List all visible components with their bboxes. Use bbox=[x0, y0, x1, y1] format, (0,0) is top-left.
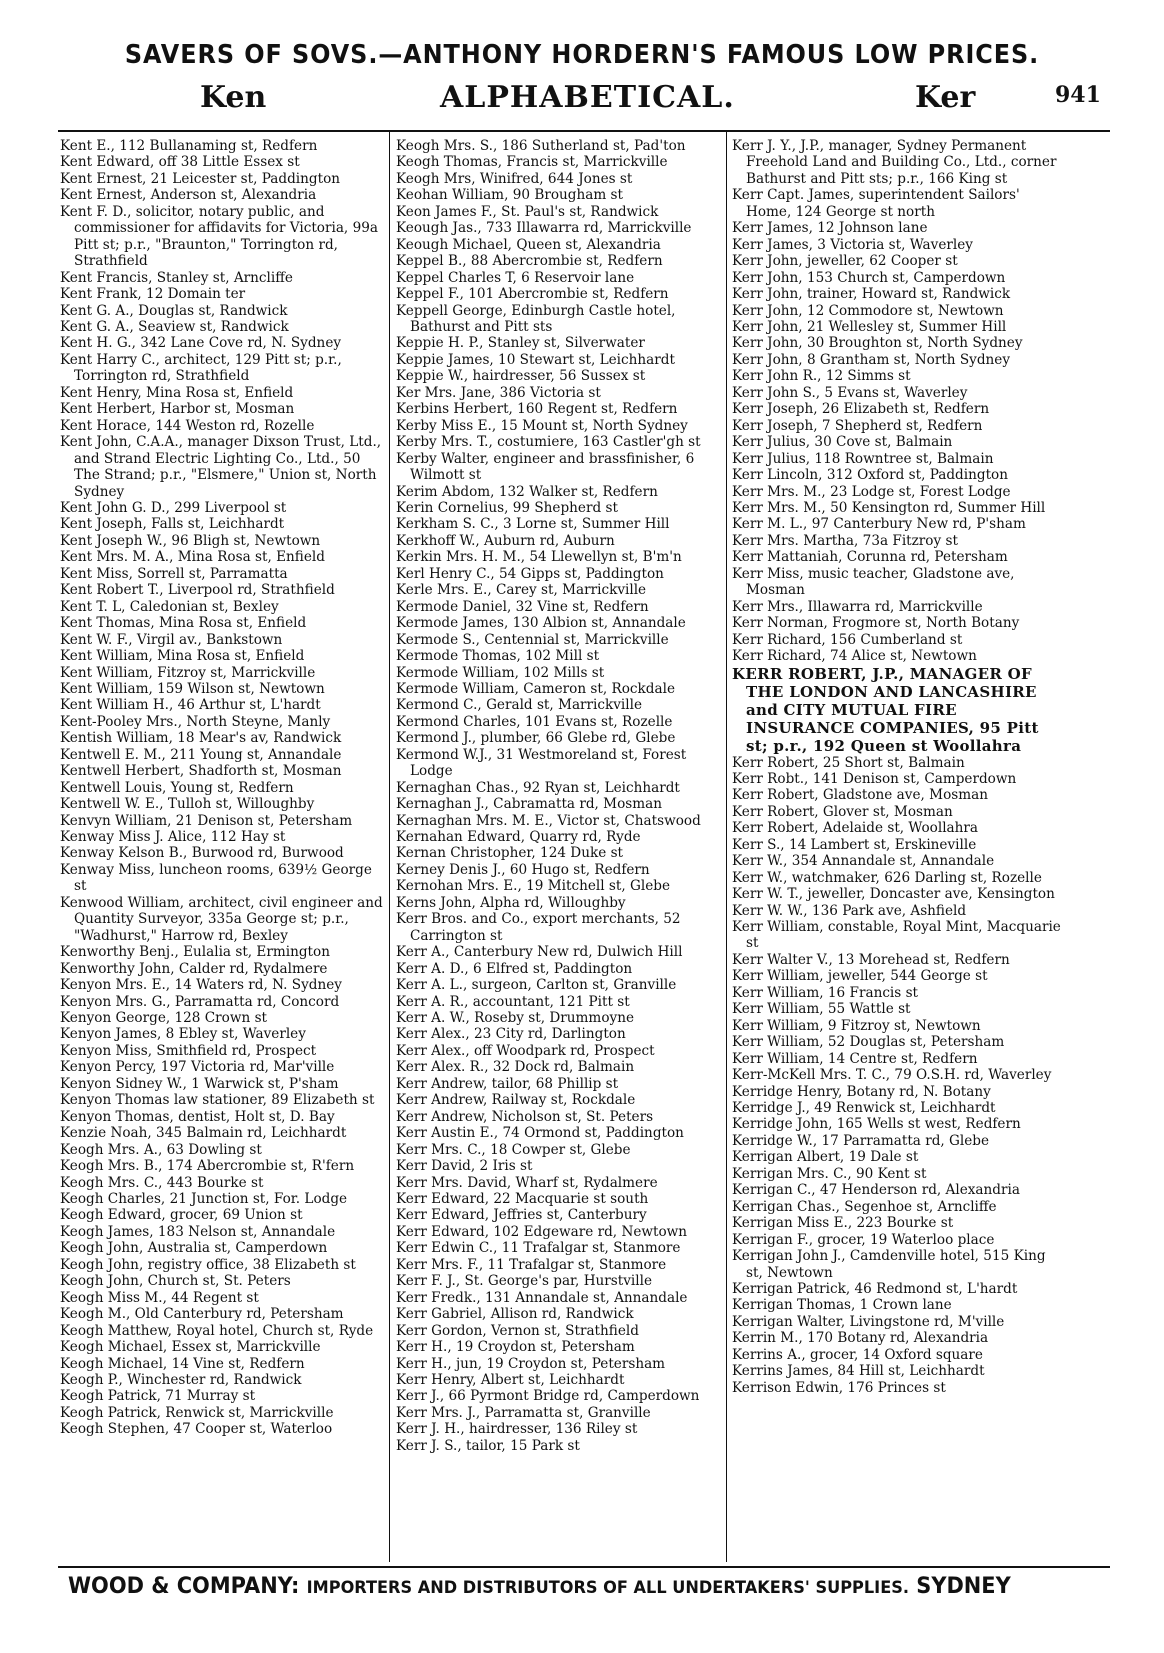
directory-entry: Kerby Mrs. T., costumiere, 163 Castler'gh st bbox=[396, 434, 701, 451]
directory-entry: Kermond C., Gerald st, Marrickville bbox=[396, 697, 643, 714]
directory-entry: Kerr A. L., surgeon, Carlton st, Granville bbox=[396, 977, 677, 994]
directory-entry: Kernaghan J., Cabramatta rd, Mosman bbox=[396, 796, 663, 813]
directory-entry: Kerrigan Miss E., 223 Bourke st bbox=[732, 1215, 954, 1232]
directory-entry: Keogh Stephen, 47 Cooper st, Waterloo bbox=[60, 1421, 333, 1438]
directory-entry: Kent Henry, Mina Rosa st, Enfield bbox=[60, 384, 294, 401]
directory-entry: Keough Michael, Queen st, Alexandria bbox=[396, 236, 661, 253]
directory-entry: Kerr W., watchmaker, 626 Darling st, Rozelle bbox=[732, 869, 1042, 886]
directory-entry: Kent Mrs. M. A., Mina Rosa st, Enfield bbox=[60, 549, 325, 566]
directory-entry: Kernaghan Mrs. M. E., Victor st, Chatswood bbox=[396, 812, 701, 829]
directory-entry: Kerrigan Thomas, 1 Crown lane bbox=[732, 1297, 952, 1314]
directory-entry: Kerr M. L., 97 Canterbury New rd, P'sham bbox=[732, 516, 1026, 533]
directory-entry: Keogh John, registry office, 38 Elizabeth st bbox=[60, 1256, 356, 1273]
directory-entry: Keogh James, 183 Nelson st, Annandale bbox=[60, 1223, 336, 1240]
directory-entry: Kent Ernest, Anderson st, Alexandria bbox=[60, 187, 317, 204]
directory-entry: Kerr J., 66 Pyrmont Bridge rd, Camperdown bbox=[396, 1388, 700, 1405]
directory-entry: Kerr William, 16 Francis st bbox=[732, 984, 919, 1001]
header-rule bbox=[58, 130, 1110, 132]
directory-entry: Kermond Charles, 101 Evans st, Rozelle bbox=[396, 713, 673, 730]
directory-entry: Kerr A., Canterbury New rd, Dulwich Hill bbox=[396, 944, 683, 961]
directory-entry: Kermode Thomas, 102 Mill st bbox=[396, 648, 600, 665]
directory-entry: Keogh John, Church st, St. Peters bbox=[60, 1273, 291, 1290]
directory-entry: Kerr Andrew, Nicholson st, St. Peters bbox=[396, 1108, 654, 1125]
directory-entry: Kenzie Noah, 345 Balmain rd, Leichhardt bbox=[60, 1125, 347, 1142]
directory-entry: Kenyon Thomas law stationer, 89 Elizabeth st bbox=[60, 1092, 375, 1109]
directory-entry: Keppie H. P., Stanley st, Silverwater bbox=[396, 335, 645, 352]
advertising-banner: SAVERS OF SOVS.—ANTHONY HORDERN'S FAMOUS LOW PRICES. bbox=[124, 40, 1040, 70]
directory-entry: Kerr Edward, 22 Macquarie st south bbox=[396, 1191, 649, 1207]
directory-entry: Kerr Robt., 141 Denison st, Camperdown bbox=[732, 770, 1017, 787]
directory-entry: Kerr John, jeweller, 62 Cooper st bbox=[732, 253, 958, 270]
directory-entry: Keogh P., Winchester rd, Randwick bbox=[60, 1371, 302, 1388]
directory-entry: Kent H. G., 342 Lane Cove rd, N. Sydney bbox=[60, 335, 342, 352]
directory-entry: Kermond W.J., 31 Westmoreland st, Forest Lodge bbox=[396, 746, 687, 780]
directory-entry: Kerrigan Chas., Segenhoe st, Arncliffe bbox=[732, 1198, 997, 1215]
directory-entry: Kent John, C.A.A., manager Dixson Trust, Ltd., and Strand Electric Lighting Co., Ltd., 50 The Strand; p.r., "Elsmere," Union st, North Sydney bbox=[60, 434, 382, 500]
directory-entry: Kerr Mrs. C., 18 Cowper st, Glebe bbox=[396, 1141, 631, 1158]
directory-entry: Kernohan Mrs. E., 19 Mitchell st, Glebe bbox=[396, 878, 670, 895]
directory-entry: Kenyon Percy, 197 Victoria rd, Mar'ville bbox=[60, 1059, 335, 1076]
directory-entry: Keogh John, Australia st, Camperdown bbox=[60, 1240, 328, 1257]
directory-entry: Kerr A. W., Roseby st, Drummoyne bbox=[396, 1010, 634, 1027]
directory-entry: Kent G. A., Douglas st, Randwick bbox=[60, 302, 288, 319]
directory-entry: Kerr William, 52 Douglas st, Petersham bbox=[732, 1034, 1005, 1051]
page-number: 941 bbox=[1055, 82, 1101, 108]
section-title: ALPHABETICAL. bbox=[440, 80, 735, 115]
directory-entry: Kerr Richard, 74 Alice st, Newtown bbox=[732, 648, 977, 665]
directory-entry: Kermode S., Centennial st, Marrickville bbox=[396, 631, 669, 648]
directory-column-3 bbox=[732, 138, 1062, 1563]
directory-entry: Kermode James, 130 Albion st, Annandale bbox=[396, 615, 686, 632]
directory-entry: Kerr W. W., 136 Park ave, Ashfield bbox=[732, 902, 967, 919]
directory-entry: Keogh Michael, Essex st, Marrickville bbox=[60, 1339, 321, 1356]
directory-entry: Keppie James, 10 Stewart st, Leichhardt bbox=[396, 351, 675, 368]
directory-entry: Kenyon James, 8 Ebley st, Waverley bbox=[60, 1026, 306, 1043]
directory-entry: Kerr John R., 12 Simms st bbox=[732, 368, 911, 385]
directory-entry: Kernahan Edward, Quarry rd, Ryde bbox=[396, 829, 641, 846]
directory-entry: Kent E., 112 Bullanaming st, Redfern bbox=[60, 138, 318, 154]
directory-entry: Kernan Christopher, 124 Duke st bbox=[396, 845, 624, 862]
directory-entry: Kent Frank, 12 Domain ter bbox=[60, 286, 246, 303]
directory-entry: Kerrigan Albert, 19 Dale st bbox=[732, 1149, 919, 1166]
directory-entry: Kenvyn William, 21 Denison st, Petersham bbox=[60, 812, 353, 829]
directory-entry: Kerrigan F., grocer, 19 Waterloo place bbox=[732, 1231, 995, 1248]
directory-entry: Keogh Mrs. C., 443 Bourke st bbox=[60, 1174, 264, 1191]
directory-entry: Kerr John, 8 Grantham st, North Sydney bbox=[732, 351, 1011, 368]
directory-entry: Keppell George, Edinburgh Castle hotel, Bathurst and Pitt sts bbox=[396, 302, 676, 335]
directory-entry: Kerr J. H., hairdresser, 136 Riley st bbox=[396, 1421, 638, 1438]
directory-entry: Kent Joseph, Falls st, Leichhardt bbox=[60, 516, 285, 533]
directory-entry: Keogh Mrs. B., 174 Abercrombie st, R'fern bbox=[60, 1158, 355, 1175]
directory-entry: Kerrigan Mrs. C., 90 Kent st bbox=[732, 1165, 927, 1182]
directory-entry: Kerr Julius, 118 Rowntree st, Balmain bbox=[732, 450, 994, 467]
footer-company: WOOD & COMPANY: bbox=[68, 1574, 300, 1599]
directory-entry: Kentish William, 18 Mear's av, Randwick bbox=[60, 730, 342, 747]
directory-entry: Keohan William, 90 Brougham st bbox=[396, 187, 623, 204]
directory-entry: Kerr John S., 5 Evans st, Waverley bbox=[732, 384, 968, 401]
directory-entry: Kent G. A., Seaview st, Randwick bbox=[60, 318, 289, 335]
directory-entry: Kent William, Fitzroy st, Marrickville bbox=[60, 664, 316, 681]
directory-entry: Kerr Andrew, Railway st, Rockdale bbox=[396, 1092, 636, 1109]
footer-advertisement bbox=[68, 1574, 1018, 1599]
directory-entry: Kerrin M., 170 Botany rd, Alexandria bbox=[732, 1330, 989, 1347]
directory-entry: Kerr Mrs. F., 11 Trafalgar st, Stanmore bbox=[396, 1256, 667, 1273]
directory-entry: Kerkham S. C., 3 Lorne st, Summer Hill bbox=[396, 516, 670, 533]
directory-entry: Kerr Robert, 25 Short st, Balmain bbox=[732, 754, 965, 771]
directory-entry: Kent John G. D., 299 Liverpool st bbox=[60, 499, 287, 516]
directory-entry: Kent William, Mina Rosa st, Enfield bbox=[60, 648, 305, 665]
directory-entry: Keough Jas., 733 Illawarra rd, Marrickville bbox=[396, 220, 692, 237]
directory-entry: Kerr F. J., St. George's par, Hurstville bbox=[396, 1273, 653, 1290]
directory-entry: Keogh Edward, grocer, 69 Union st bbox=[60, 1207, 303, 1224]
directory-entry: Kenyon Mrs. G., Parramatta rd, Concord bbox=[60, 993, 340, 1010]
directory-entry: Kerr Edward, 102 Edgeware rd, Newtown bbox=[396, 1223, 688, 1240]
directory-entry: KERR ROBERT, J.P., MANAGER OF THE LONDON AND LANCASHIRE and CITY MUTUAL FIRE INSURANCE COMPANIES, 95 Pitt st; p.r., 192 Queen st Woollahra bbox=[732, 664, 1039, 755]
directory-entry: Kent William, 159 Wilson st, Newtown bbox=[60, 680, 325, 697]
directory-entry: Kerle Mrs. E., Carey st, Marrickville bbox=[396, 582, 647, 599]
directory-entry: Keon James F., St. Paul's st, Randwick bbox=[396, 203, 659, 220]
directory-entry: Kerr Joseph, 7 Shepherd st, Redfern bbox=[732, 417, 983, 434]
directory-entry: Kerrigan Walter, Livingstone rd, M'ville bbox=[732, 1313, 1005, 1330]
directory-entry: Kerr Walter V., 13 Morehead st, Redfern bbox=[732, 951, 1010, 968]
directory-entry: Kent Herbert, Harbor st, Mosman bbox=[60, 401, 295, 418]
directory-entry: Kenyon Mrs. E., 14 Waters rd, N. Sydney bbox=[60, 977, 342, 994]
directory-entry: Kerr Joseph, 26 Elizabeth st, Redfern bbox=[732, 401, 990, 418]
directory-entry: Kerrison Edwin, 176 Princes st bbox=[732, 1379, 946, 1396]
directory-entry: Keppel Charles T, 6 Reservoir lane bbox=[396, 269, 635, 286]
directory-entry: Keogh Mrs, Winifred, 644 Jones st bbox=[396, 170, 633, 187]
directory-entry: Keppel B., 88 Abercrombie st, Redfern bbox=[396, 253, 663, 270]
directory-entry: Kerr Mrs. M., 23 Lodge st, Forest Lodge bbox=[732, 483, 1011, 500]
directory-entry: Kerr Lincoln, 312 Oxford st, Paddington bbox=[732, 467, 1008, 484]
directory-entry: Kerr William, jeweller, 544 George st bbox=[732, 968, 988, 985]
directory-entry: Kerr Alex., 23 City rd, Darlington bbox=[396, 1026, 626, 1043]
running-head bbox=[0, 80, 1164, 116]
directory-entry: Kent F. D., solicitor, notary public, and commissioner for affidavits for Victoria, 99a Pitt st; p.r., "Braunton," Torrington rd, Strathfield bbox=[60, 203, 378, 270]
directory-entry: Kerns John, Alpha rd, Willoughby bbox=[396, 894, 626, 911]
directory-entry: Keppie W., hairdresser, 56 Sussex st bbox=[396, 368, 646, 385]
directory-entry: Keogh M., Old Canterbury rd, Petersham bbox=[60, 1306, 344, 1323]
directory-entry: Keogh Thomas, Francis st, Marrickville bbox=[396, 154, 668, 171]
directory-entry: Kerr J. Y., J.P., manager, Sydney Permanent Freehold Land and Building Co., Ltd., corner Bathurst and Pitt sts; p.r., 166 King st bbox=[732, 138, 1057, 187]
directory-entry: Kerr Mattaniah, Corunna rd, Petersham bbox=[732, 549, 1008, 566]
directory-entry: Kerkhoff W., Auburn rd, Auburn bbox=[396, 532, 615, 549]
directory-entry: Kerr Gabriel, Allison rd, Randwick bbox=[396, 1306, 634, 1323]
column-divider bbox=[389, 132, 390, 1562]
directory-entry: Kerr Edward, Jeffries st, Canterbury bbox=[396, 1207, 647, 1224]
directory-entry: Kerr H., 19 Croydon st, Petersham bbox=[396, 1339, 635, 1356]
directory-entry: Ker Mrs. Jane, 386 Victoria st bbox=[396, 384, 601, 401]
directory-entry: Kerr John, trainer, Howard st, Randwick bbox=[732, 286, 1011, 303]
directory-entry: Kerrins A., grocer, 14 Oxford square bbox=[732, 1346, 983, 1363]
directory-entry: Kerr Alex. R., 32 Dock rd, Balmain bbox=[396, 1059, 635, 1076]
directory-entry: Kent William H., 46 Arthur st, L'hardt bbox=[60, 697, 321, 714]
directory-entry: Kerim Abdom, 132 Walker st, Redfern bbox=[396, 483, 658, 500]
directory-entry: Kerrins James, 84 Hill st, Leichhardt bbox=[732, 1363, 985, 1380]
directory-entry: Kerr James, 12 Johnson lane bbox=[732, 220, 928, 237]
directory-entry: Kenyon Thomas, dentist, Holt st, D. Bay bbox=[60, 1108, 335, 1125]
directory-entry: Kent Edward, off 38 Little Essex st bbox=[60, 154, 300, 171]
directory-entry: Kentwell W. E., Tulloh st, Willoughby bbox=[60, 796, 315, 813]
directory-entry: Kerridge W., 17 Parramatta rd, Glebe bbox=[732, 1132, 990, 1149]
directory-entry: Kerr William, 55 Wattle st bbox=[732, 1001, 911, 1018]
directory-entry: Kerr Capt. James, superintendent Sailors' Home, 124 George st north bbox=[732, 187, 1020, 220]
directory-entry: Kerridge Henry, Botany rd, N. Botany bbox=[732, 1083, 991, 1100]
directory-entry: Kerr John, 153 Church st, Camperdown bbox=[732, 269, 1006, 286]
directory-entry: Kerr W., 354 Annandale st, Annandale bbox=[732, 853, 995, 870]
directory-entry: Kerr William, 9 Fitzroy st, Newtown bbox=[732, 1017, 981, 1034]
directory-entry: Kerr W. T., jeweller, Doncaster ave, Kensington bbox=[732, 886, 1055, 903]
directory-entry: Keogh Michael, 14 Vine st, Redfern bbox=[60, 1355, 305, 1372]
directory-entry: Kerrigan Patrick, 46 Redmond st, L'hardt bbox=[732, 1281, 1018, 1297]
directory-entry: Kerr Julius, 30 Cove st, Balmain bbox=[732, 434, 953, 451]
directory-entry: Kerr Andrew, tailor, 68 Phillip st bbox=[396, 1075, 619, 1092]
directory-entry: Kenyon Miss, Smithfield rd, Prospect bbox=[60, 1042, 317, 1059]
directory-column-1 bbox=[60, 138, 385, 1563]
directory-entry: Kerrigan John J., Camdenville hotel, 515 King st, Newtown bbox=[732, 1248, 1046, 1281]
directory-entry: Kerr Austin E., 74 Ormond st, Paddington bbox=[396, 1125, 684, 1142]
directory-entry: Kent Robert T., Liverpool rd, Strathfield bbox=[60, 582, 335, 599]
guide-word-first: Ken bbox=[200, 80, 267, 115]
directory-entry: Kent T. L, Caledonian st, Bexley bbox=[60, 598, 279, 615]
directory-entry: Kenyon Sidney W., 1 Warwick st, P'sham bbox=[60, 1075, 339, 1092]
directory-entry: Kerr Mrs. J., Parramatta st, Granville bbox=[396, 1404, 651, 1421]
directory-entry: Kerr Edwin C., 11 Trafalgar st, Stanmore bbox=[396, 1240, 681, 1257]
directory-entry: Kerr Robert, Gladstone ave, Mosman bbox=[732, 787, 988, 804]
directory-entry: Keogh Miss M., 44 Regent st bbox=[60, 1289, 259, 1306]
directory-entry: Kerr James, 3 Victoria st, Waverley bbox=[732, 236, 973, 253]
directory-entry: Kerr Norman, Frogmore st, North Botany bbox=[732, 615, 1020, 632]
directory-entry: Keogh Patrick, Renwick st, Marrickville bbox=[60, 1404, 334, 1421]
directory-entry: Kerr William, 14 Centre st, Redfern bbox=[732, 1050, 978, 1067]
directory-entry: Kerr A. R., accountant, 121 Pitt st bbox=[396, 993, 630, 1010]
directory-entry: Kerbins Herbert, 160 Regent st, Redfern bbox=[396, 401, 678, 418]
directory-entry: Kent W. F., Virgil av., Bankstown bbox=[60, 631, 283, 648]
directory-entry: Kentwell Herbert, Shadforth st, Mosman bbox=[60, 763, 342, 780]
directory-entry: Kenway Kelson B., Burwood rd, Burwood bbox=[60, 845, 344, 862]
directory-entry: Kerr John, 21 Wellesley st, Summer Hill bbox=[732, 318, 1007, 335]
directory-entry: Kerrigan C., 47 Henderson rd, Alexandria bbox=[732, 1182, 1020, 1199]
directory-entry: Kerr Alex., off Woodpark rd, Prospect bbox=[396, 1042, 655, 1059]
directory-entry: Kerr Henry, Albert st, Leichhardt bbox=[396, 1371, 625, 1388]
directory-entry: Kenyon George, 128 Crown st bbox=[60, 1010, 268, 1027]
directory-entry: Kent Horace, 144 Weston rd, Rozelle bbox=[60, 417, 315, 434]
directory-entry: Kerr Mrs. M., 50 Kensington rd, Summer Hill bbox=[732, 499, 1046, 516]
directory-entry: Kerr Mrs. Martha, 73a Fitzroy st bbox=[732, 532, 958, 549]
directory-entry: Kerr H., jun, 19 Croydon st, Petersham bbox=[396, 1355, 666, 1372]
directory-entry: Kerr Bros. and Co., export merchants, 52 Carrington st bbox=[396, 911, 681, 944]
directory-entry: Kermond J., plumber, 66 Glebe rd, Glebe bbox=[396, 730, 676, 747]
directory-entry: Kerr A. D., 6 Elfred st, Paddington bbox=[396, 960, 633, 977]
directory-entry: Kerr Gordon, Vernon st, Strathfield bbox=[396, 1322, 639, 1339]
directory-entry: Kent Ernest, 21 Leicester st, Paddington bbox=[60, 170, 341, 187]
directory-entry: Kent Joseph W., 96 Bligh st, Newtown bbox=[60, 532, 321, 549]
directory-entry: Kernaghan Chas., 92 Ryan st, Leichhardt bbox=[396, 779, 680, 796]
directory-entry: Kerr John, 30 Broughton st, North Sydney bbox=[732, 335, 1023, 352]
directory-entry: Kerr Robert, Glover st, Mosman bbox=[732, 803, 953, 820]
directory-entry: Kenway Miss, luncheon rooms, 639½ George st bbox=[60, 861, 372, 895]
directory-entry: Kerr J. S., tailor, 15 Park st bbox=[396, 1437, 580, 1454]
directory-entry: Kenway Miss J. Alice, 112 Hay st bbox=[60, 829, 286, 846]
column-divider bbox=[726, 132, 727, 1562]
footer-city: SYDNEY bbox=[916, 1574, 1011, 1599]
directory-entry: Kerr Mrs. David, Wharf st, Rydalmere bbox=[396, 1174, 658, 1191]
directory-entry: Keogh Mrs. S., 186 Sutherland st, Pad'ton bbox=[396, 138, 686, 154]
directory-entry: Kent Thomas, Mina Rosa st, Enfield bbox=[60, 615, 307, 632]
directory-entry: Kentwell Louis, Young st, Redfern bbox=[60, 779, 294, 796]
directory-entry: Keogh Mrs. A., 63 Dowling st bbox=[60, 1141, 262, 1158]
directory-entry: Keogh Charles, 21 Junction st, For. Lodge bbox=[60, 1191, 348, 1207]
directory-entry: Kerby Miss E., 15 Mount st, North Sydney bbox=[396, 417, 688, 434]
directory-entry: Kent Francis, Stanley st, Arncliffe bbox=[60, 269, 293, 286]
directory-entry: Kerr David, 2 Iris st bbox=[396, 1158, 533, 1175]
directory-entry: Kerr-McKell Mrs. T. C., 79 O.S.H. rd, Waverley bbox=[732, 1067, 1052, 1084]
footer-rule bbox=[58, 1566, 1110, 1568]
directory-entry: Kent-Pooley Mrs., North Steyne, Manly bbox=[60, 713, 331, 730]
directory-entry: Kermode Daniel, 32 Vine st, Redfern bbox=[396, 598, 649, 615]
directory-entry: Keogh Matthew, Royal hotel, Church st, Ryde bbox=[60, 1322, 374, 1339]
directory-entry: Kerr Richard, 156 Cumberland st bbox=[732, 631, 963, 648]
directory-entry: Kerl Henry C., 54 Gipps st, Paddington bbox=[396, 565, 664, 582]
directory-entry: Keogh Patrick, 71 Murray st bbox=[60, 1388, 256, 1405]
directory-entry: Kerridge John, 165 Wells st west, Redfern bbox=[732, 1116, 1021, 1133]
directory-entry: Kerr Robert, Adelaide st, Woollahra bbox=[732, 820, 979, 837]
directory-entry: Kent Harry C., architect, 129 Pitt st; p.r., Torrington rd, Strathfield bbox=[60, 351, 342, 385]
directory-entry: Kermode William, Cameron st, Rockdale bbox=[396, 680, 675, 697]
directory-entry: Kerr William, constable, Royal Mint, Macquarie st bbox=[732, 919, 1061, 952]
directory-entry: Kerr Fredk., 131 Annandale st, Annandale bbox=[396, 1289, 688, 1306]
footer-tagline: IMPORTERS AND DISTRIBUTORS OF ALL UNDERTAKERS' SUPPLIES. bbox=[306, 1578, 909, 1598]
directory-entry: Keppel F., 101 Abercrombie st, Redfern bbox=[396, 286, 669, 303]
directory-entry: Kenwood William, architect, civil engineer and Quantity Surveyor, 335a George st; p.r., "Wadhurst," Harrow rd, Bexley bbox=[60, 894, 383, 944]
directory-entry: Kenworthy John, Calder rd, Rydalmere bbox=[60, 960, 328, 977]
directory-entry: Kermode William, 102 Mills st bbox=[396, 664, 605, 681]
directory-entry: Kerr John, 12 Commodore st, Newtown bbox=[732, 302, 1004, 319]
directory-entry: Kerr S., 14 Lambert st, Erskineville bbox=[732, 836, 977, 853]
directory-entry: Kerney Denis J., 60 Hugo st, Redfern bbox=[396, 861, 650, 878]
directory-entry: Kerridge J., 49 Renwick st, Leichhardt bbox=[732, 1100, 996, 1117]
directory-entry: Kerr Mrs., Illawarra rd, Marrickville bbox=[732, 598, 983, 615]
directory-entry: Kerr Miss, music teacher, Gladstone ave, Mosman bbox=[732, 565, 1015, 599]
directory-entry: Kenworthy Benj., Eulalia st, Ermington bbox=[60, 944, 330, 961]
directory-entry: Kent Miss, Sorrell st, Parramatta bbox=[60, 565, 288, 582]
directory-entry: Kerkin Mrs. H. M., 54 Llewellyn st, B'm'n bbox=[396, 549, 682, 566]
guide-word-last: Ker bbox=[915, 80, 976, 115]
directory-column-2 bbox=[396, 138, 723, 1563]
directory-entry: Kentwell E. M., 211 Young st, Annandale bbox=[60, 746, 342, 763]
directory-entry: Kerin Cornelius, 99 Shepherd st bbox=[396, 499, 618, 516]
directory-entry: Kerby Walter, engineer and brassfinisher, 6 Wilmott st bbox=[396, 450, 695, 484]
